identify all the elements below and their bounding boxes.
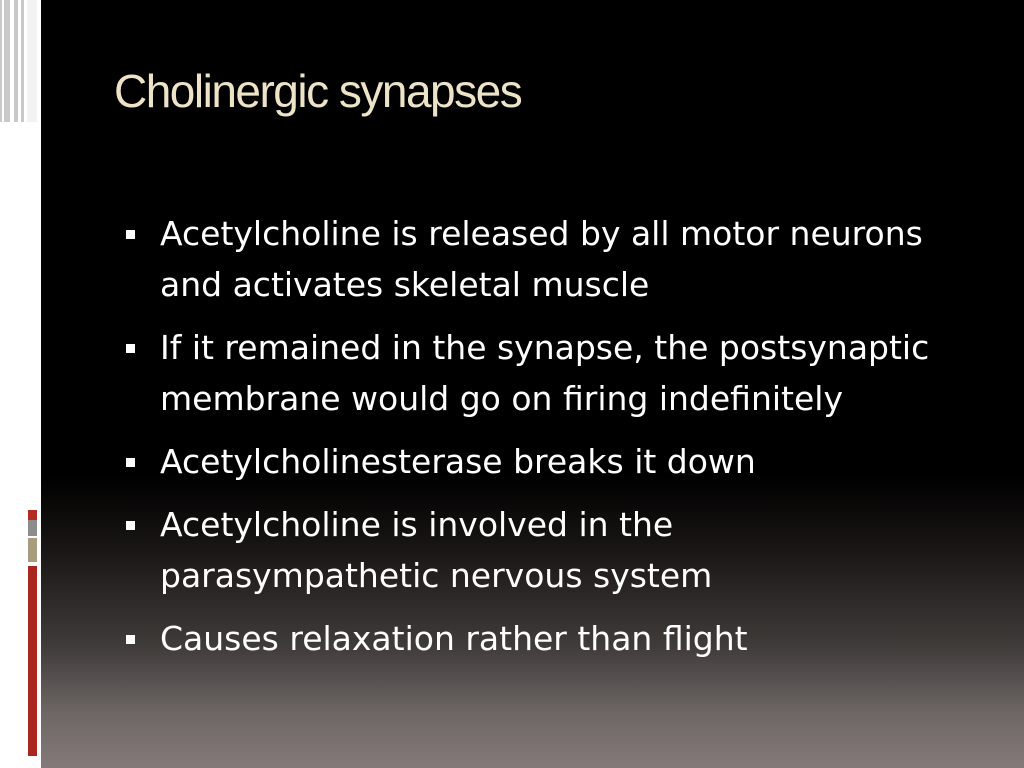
bullet-text: Causes relaxation rather than flight	[160, 619, 748, 658]
decorative-stripe	[0, 0, 2, 122]
bullet-list	[124, 208, 944, 676]
decorative-bar	[28, 566, 37, 756]
decorative-stripe	[14, 0, 18, 122]
bullet-item	[124, 613, 944, 664]
bullet-text: Acetylcholinesterase breaks it down	[160, 442, 756, 481]
bullet-item	[124, 208, 944, 310]
bullet-item	[124, 322, 944, 424]
bullet-item	[124, 499, 944, 601]
bullet-text: Acetylcholine is released by all motor neurons and activates skeletal muscle	[160, 214, 923, 304]
square-bullet-icon	[126, 458, 135, 467]
square-bullet-icon	[126, 344, 135, 353]
bullet-item	[124, 436, 944, 487]
decorative-bar	[28, 520, 37, 536]
bullet-text: Acetylcholine is involved in the parasympathetic nervous system	[160, 505, 713, 595]
decorative-bar	[28, 510, 37, 520]
decorative-stripe	[4, 0, 10, 122]
square-bullet-icon	[126, 635, 135, 644]
square-bullet-icon	[126, 230, 135, 239]
decorative-stripe	[21, 0, 24, 122]
decorative-bar	[28, 538, 37, 562]
slide-title: Cholinergic synapses	[114, 65, 522, 117]
bullet-text: If it remained in the synapse, the postsynaptic membrane would go on firing indefinitely	[160, 328, 930, 418]
square-bullet-icon	[126, 521, 135, 530]
decorative-stripe	[27, 0, 37, 122]
